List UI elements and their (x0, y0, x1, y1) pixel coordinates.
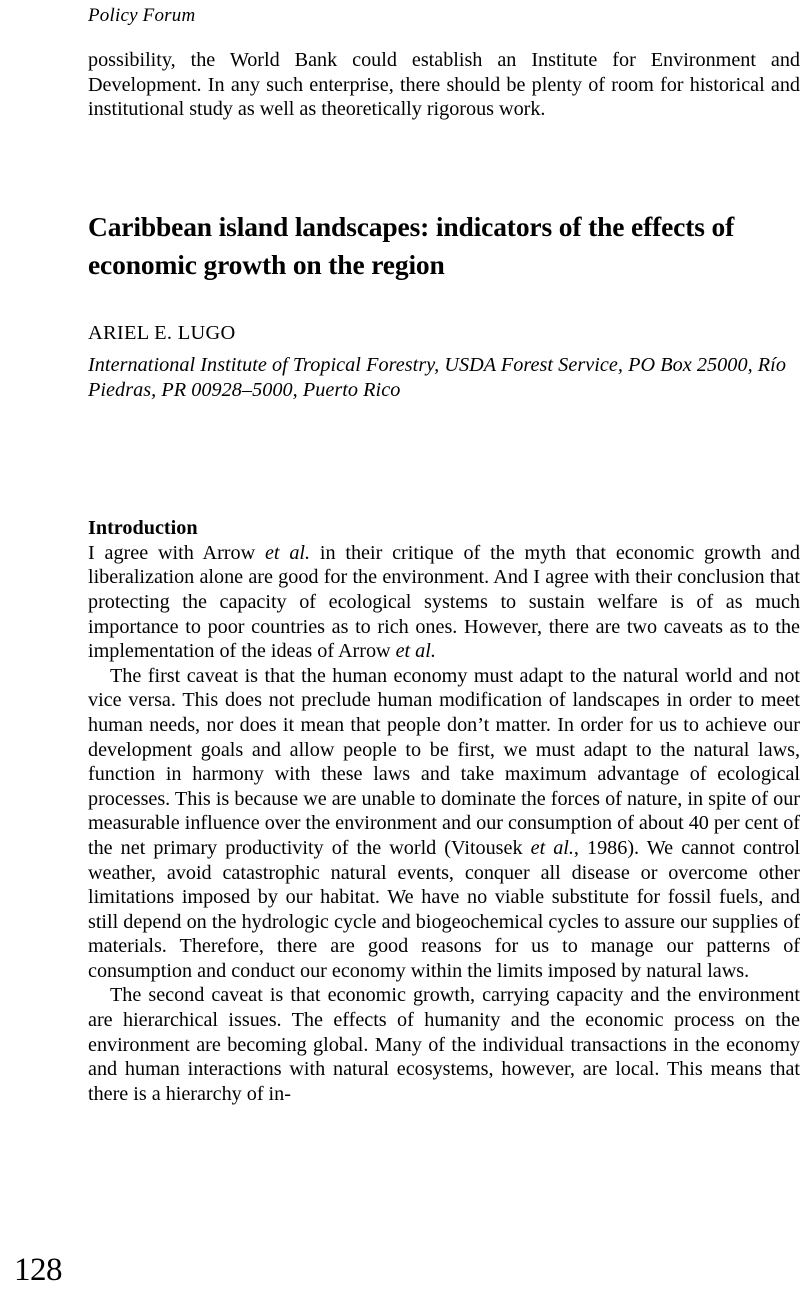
paragraph-second-caveat: The second caveat is that economic growth, carrying capacity and the environment are hierarchical issues. The effects of humanity and the economic process on the environment are becoming global. Many of the individual transactions in the economy and human interactions with natural ecosystems, however, are local. This means that there is a hierarchy of in- (88, 984, 800, 1105)
section-spacer (88, 404, 800, 516)
italic-et-al: et al. (264, 541, 311, 564)
author-affiliation: International Institute of Tropical Forestry, USDA Forest Service, PO Box 25000, Río Piedras, PR 00928–5000, Puerto Rico (88, 353, 786, 402)
author-name: ARIEL E. LUGO (88, 321, 236, 344)
section-heading-introduction: Introduction (88, 516, 198, 539)
paragraph-text-run: , 1986). We cannot control weather, avoid catastrophic natural events, conquer all disease or overcome other limitations imposed by our habitat. We have no viable substitute for fossil fuels, and still depend on the hydrologic cycle and biogeochemical cycles to assure our supplies of materials. Therefore, there are good reasons for us to manage our patterns of consumption and conduct our economy within the limits imposed by natural laws. (88, 836, 800, 982)
title-spacer-top (88, 122, 800, 208)
article-title: Caribbean island landscapes: indicators of the effects of economic growth on the region (88, 210, 735, 280)
title-spacer-bottom (88, 284, 800, 320)
italic-et-al: et al. (530, 836, 574, 859)
paragraph-first-caveat (88, 664, 800, 984)
paragraph-text-run: in their critique of the myth that economic growth and liberalization alone are good for the environment. And I agree with their conclusion that protecting the capacity of ecological systems to sustain welfare is of as much importance to poor countries as to rich ones. However, there are two caveats as to the implementation of the ideas of Arrow (88, 541, 800, 663)
text-column (88, 48, 800, 1106)
continued-paragraph: possibility, the World Bank could establish an Institute for Environment and Development. In any such enterprise, there should be plenty of room for historical and institutional study as well as theoretically rigorous work. (88, 49, 800, 121)
page-number: 128 (14, 1252, 62, 1288)
paragraph-text-run: The first caveat is that the human economy must adapt to the natural world and not vice versa. This does not preclude human modification of landscapes in order to meet human needs, nor does it mean that people don’t matter. In order for us to achieve our development goals and allow people to be first, we must adapt to the natural laws, function in harmony with these laws and take maximum advantage of ecological processes. This is because we are unable to dominate the forces of nature, in spite of our measurable influence over the environment and our consumption of about 40 per cent of the net primary productivity of the world (Vitousek (88, 664, 800, 859)
running-header: Policy Forum (88, 5, 196, 26)
italic-et-al: et al. (395, 640, 436, 663)
paragraph-text-run: I agree with Arrow (88, 541, 265, 564)
paragraph-intro-first (88, 541, 800, 664)
